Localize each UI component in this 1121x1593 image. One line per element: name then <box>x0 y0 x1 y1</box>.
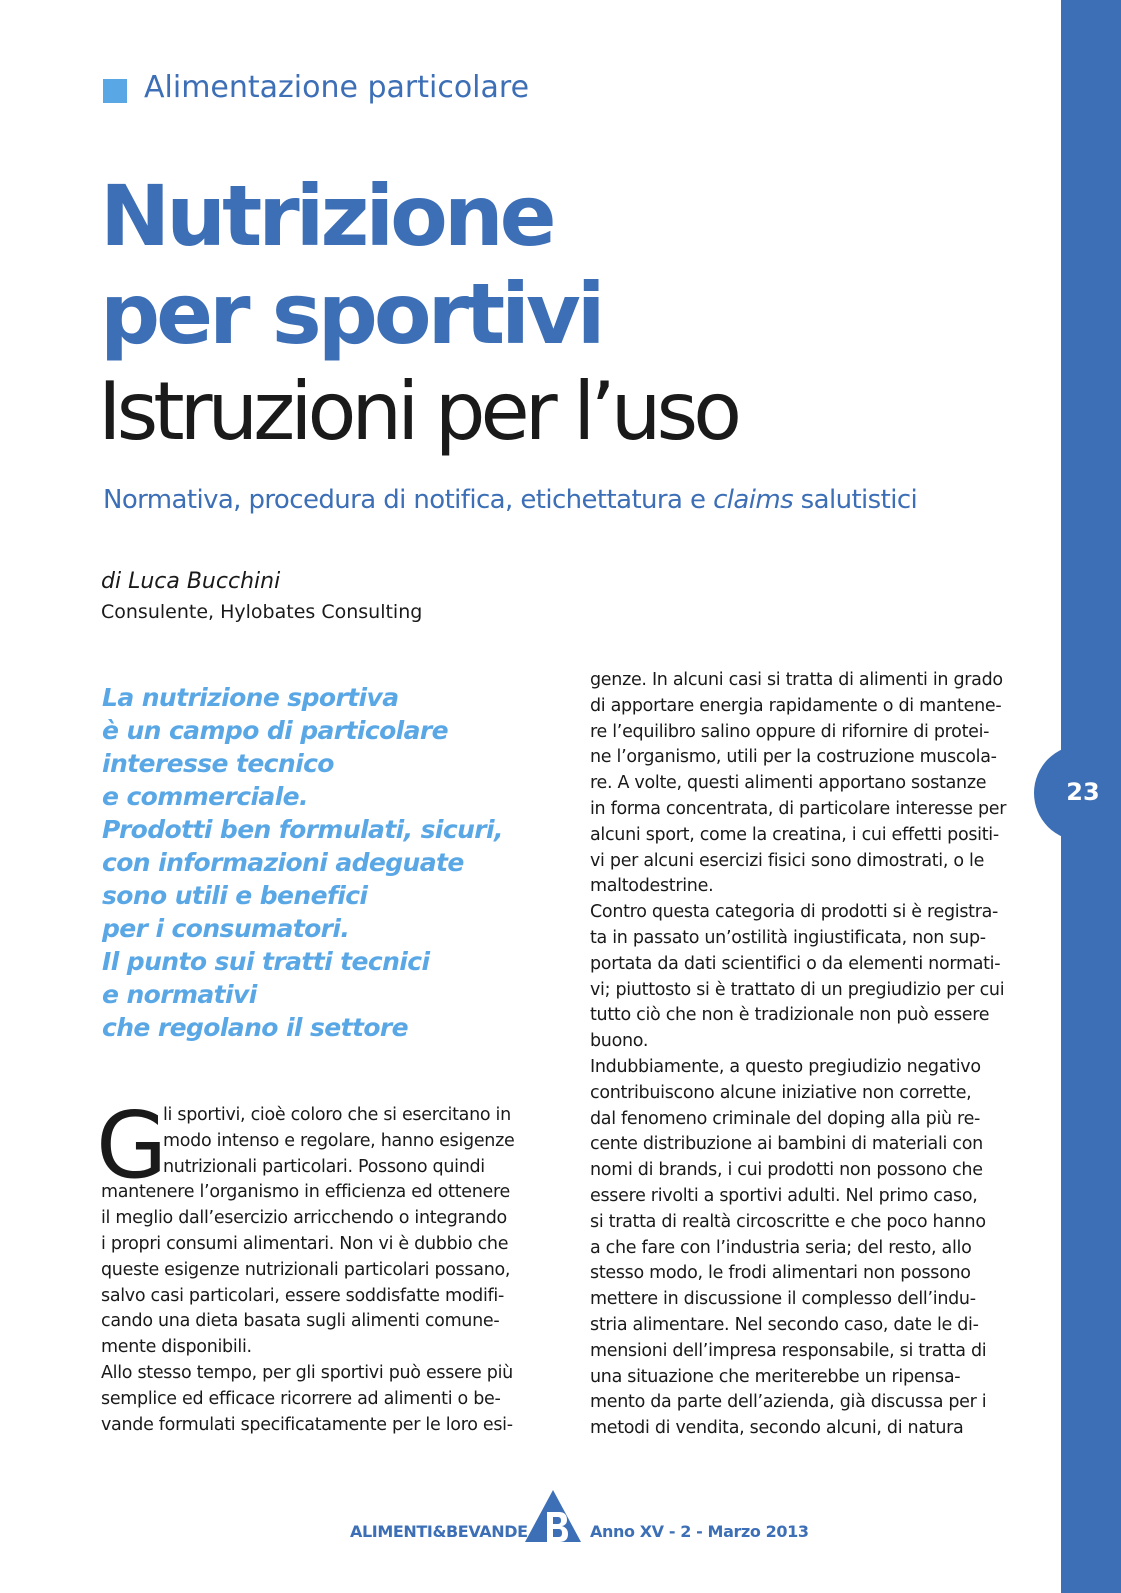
pull-quote-line: interesse tecnico <box>102 749 334 778</box>
body-line: modo intenso e regolare, hanno esigenze <box>163 1130 515 1151</box>
deck-text-after: salutistici <box>793 485 918 515</box>
body-line: nutrizionali particolari. Possono quindi <box>163 1156 485 1177</box>
pull-quote-line: è un campo di particolare <box>102 716 448 745</box>
body-column-left <box>101 1103 531 1438</box>
pull-quote <box>102 681 542 1044</box>
body-line: re. A volte, questi alimenti apportano sostanze <box>590 773 987 794</box>
pull-quote-line: e commerciale. <box>102 782 308 811</box>
pull-quote-line: per i consumatori. <box>102 914 350 943</box>
body-line: mensioni dell’impresa responsabile, si tratta di <box>590 1340 987 1361</box>
body-line: essere rivolti a sportivi adulti. Nel primo caso, <box>590 1185 978 1206</box>
title-line-1: Nutrizione <box>100 167 553 265</box>
body-line: metodi di vendita, secondo alcuni, di natura <box>590 1418 964 1439</box>
body-line: ta in passato un’ostilità ingiustificata, non sup- <box>590 927 986 948</box>
body-line: a che fare con l’industria seria; del resto, allo <box>590 1237 972 1258</box>
pull-quote-line: Prodotti ben formulati, sicuri, <box>102 815 503 844</box>
body-line: cando una dieta basata sugli alimenti comune- <box>101 1311 500 1332</box>
body-line: si tratta di realtà circoscritte e che poco hanno <box>590 1211 986 1232</box>
author-name: di Luca Bucchini <box>101 569 281 594</box>
body-line: ne l’organismo, utili per la costruzione muscola- <box>590 747 997 768</box>
body-line: alcuni sport, come la creatina, i cui effetti positi- <box>590 824 999 845</box>
pull-quote-line: che regolano il settore <box>102 1013 408 1042</box>
body-line: cente distribuzione ai bambini di materiali con <box>590 1134 983 1155</box>
body-line: tutto ciò che non è tradizionale non può essere <box>590 1005 990 1026</box>
footer-issue-info: Anno XV - 2 - Marzo 2013 <box>590 1522 809 1541</box>
body-line: nomi di brands, i cui prodotti non possono che <box>590 1160 983 1181</box>
body-line: stria alimentare. Nel secondo caso, date le di- <box>590 1314 979 1335</box>
body-line: vi per alcuni esercizi fisici sono dimostrati, o le <box>590 850 985 871</box>
pull-quote-line: Il punto sui tratti tecnici <box>102 947 430 976</box>
body-line: contribuiscono alcune iniziative non corrette, <box>590 1082 972 1103</box>
body-line: una situazione che meriterebbe un ripensa- <box>590 1366 961 1387</box>
body-line: mento da parte dell’azienda, già discussa per i <box>590 1392 987 1413</box>
title-line-3: Istruzioni per l’uso <box>98 365 738 458</box>
body-line: mettere in discussione il complesso dell’indu- <box>590 1289 976 1310</box>
body-line: i propri consumi alimentari. Non vi è dubbio che <box>101 1233 509 1254</box>
body-line: dal fenomeno criminale del doping alla più re- <box>590 1108 981 1129</box>
pull-quote-line: La nutrizione sportiva <box>102 683 399 712</box>
body-line: Contro questa categoria di prodotti si è registra- <box>590 902 999 923</box>
deck-text-before: Normativa, procedura di notifica, etichettatura e <box>103 485 714 515</box>
body-line: il meglio dall’esercizio arricchendo o integrando <box>101 1208 507 1229</box>
pull-quote-line: sono utili e benefici <box>102 881 368 910</box>
body-column-right <box>590 668 1018 1442</box>
deck-text-emphasis: claims <box>713 485 794 515</box>
pull-quote-line: con informazioni adeguate <box>102 848 464 877</box>
magazine-logo-icon <box>523 1490 583 1542</box>
pull-quote-line: e normativi <box>102 980 257 1009</box>
body-line: portata da dati scientifici o da elementi normati- <box>590 953 1001 974</box>
footer-magazine-name: ALIMENTI&BEVANDE <box>350 1522 528 1541</box>
body-line: Indubbiamente, a questo pregiudizio negativo <box>590 1056 981 1077</box>
body-line: Allo stesso tempo, per gli sportivi può essere più <box>101 1362 513 1383</box>
page-number: 23 <box>1066 778 1100 806</box>
author-affiliation: Consulente, Hylobates Consulting <box>101 601 423 623</box>
deck-subtitle <box>103 485 917 515</box>
section-label: Alimentazione particolare <box>144 70 530 105</box>
body-line: mente disponibili. <box>101 1337 252 1358</box>
body-line: semplice ed efficace ricorrere ad alimenti o be- <box>101 1388 501 1409</box>
body-line: buono. <box>590 1031 649 1052</box>
body-line: vande formulati specificatamente per le loro esi- <box>101 1414 513 1435</box>
body-line: stesso modo, le frodi alimentari non possono <box>590 1263 971 1284</box>
body-line: maltodestrine. <box>590 876 714 897</box>
body-line: queste esigenze nutrizionali particolari possano, <box>101 1259 511 1280</box>
body-line: re l’equilibro salino oppure di rifornire di protei- <box>590 721 990 742</box>
body-line: genze. In alcuni casi si tratta di alimenti in grado <box>590 670 1003 690</box>
section-marker <box>103 79 127 103</box>
body-line: salvo casi particolari, essere soddisfatte modifi- <box>101 1285 504 1306</box>
body-line: mantenere l’organismo in efficienza ed ottenere <box>101 1182 510 1203</box>
body-line: in forma concentrata, di particolare interesse per <box>590 798 1007 819</box>
drop-cap: G <box>96 1092 168 1199</box>
title-line-2: per sportivi <box>100 265 602 363</box>
body-line: di apportare energia rapidamente o di mantene- <box>590 695 1002 716</box>
body-line: vi; piuttosto si è trattato di un pregiudizio per cui <box>590 979 1005 1000</box>
body-line: li sportivi, cioè coloro che si esercitano in <box>163 1105 511 1125</box>
